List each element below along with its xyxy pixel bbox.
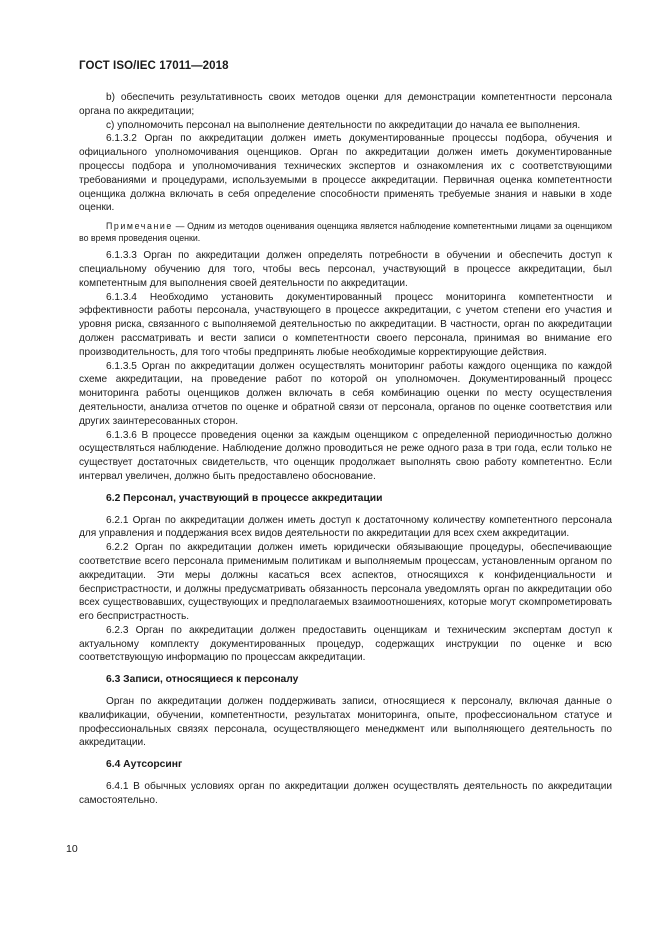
page-number: 10 <box>66 843 78 855</box>
note-text: — Одним из методов оценивания оценщика является наблюдение компетентными лицами за оценщиком во время проведения оценки. <box>79 221 612 244</box>
paragraph-c: c) уполномочить персонал на выполнение деятельности по аккредитации до начала ее выполнения. <box>106 119 581 131</box>
paragraph-6-3: Орган по аккредитации должен поддерживать записи, относящиеся к персоналу, включая данные о квалификации, обучении, компетентности, результатах мониторинга, опыте, профессиональном статусе и профессиональных связях персонала, осуществляющего менеджмент или выполняющего деятельность по аккредитации. <box>79 696 612 749</box>
paragraph-6-1-3-5: 6.1.3.5 Орган по аккредитации должен осуществлять мониторинг работы каждого оценщика по каждой схеме аккредитации, на проведение работ по которой он уполномочен. Документированный процесс мониторинга работы оценщиков должен включать в себя комбинацию оценки по месту осуществления деятельности, анализа отчетов по оценке и обратной связи от персонала, органов по оценке соответствия или других заинтересованных сторон. <box>79 360 612 427</box>
paragraph-6-1-3-2: 6.1.3.2 Орган по аккредитации должен иметь документированные процессы подбора, обучения и официального уполномочивания оценщиков. Орган по аккредитации должен иметь документированные процессы подбора и уполномочивания технических экспертов и ознакомления их с соответствующими требованиями и процедурами, используемыми в процессе аккредитации. Первичная оценка компетентности оценщика должна включать в себя определение способности применять требуемые знания и навыки в ходе оценки. <box>79 133 612 214</box>
section-heading-6-3: 6.3 Записи, относящиеся к персоналу <box>106 674 299 686</box>
note-label: Примечание <box>106 221 173 232</box>
paragraph-6-2-1: 6.2.1 Орган по аккредитации должен иметь доступ к достаточному количеству компетентного персонала для управления и поддержания всех видов деятельности по аккредитации для всех схем аккредитации. <box>79 514 612 540</box>
document-body <box>79 91 612 808</box>
paragraph-6-4-1: 6.4.1 В обычных условиях орган по аккредитации должен осуществлять деятельность по аккредитации самостоятельно. <box>79 781 612 806</box>
note <box>79 220 612 244</box>
paragraph-6-1-3-6: 6.1.3.6 В процессе проведения оценки за каждым оценщиком с определенной периодичностью должно осуществляться наблюдение. Наблюдение должно проводиться не реже одного раза в три года, если только не существует достаточных свидетельств, что оценщик продолжает выполнять свою работу компетентно. Если интервал увеличен, должно быть предоставлено обоснование. <box>79 429 612 482</box>
document-header: ГОСТ ISO/IEC 17011—2018 <box>79 60 229 72</box>
paragraph-6-2-2: 6.2.2 Орган по аккредитации должен иметь юридически обязывающие процедуры, обеспечивающие соответствие всего персонала применимым политикам и выполняемым процессам, установленным органом по аккредитации. Эти меры должны касаться всех аспектов, относящихся к конфиденциальности и беспристрастности, и должны предусматривать обязанность персонала уведомлять орган по аккредитации обо всех существовавших, существующих и предполагаемых взаимоотношениях, которые могут скомпрометировать его беспристрастность. <box>79 542 612 623</box>
paragraph-6-1-3-4: 6.1.3.4 Необходимо установить документированный процесс мониторинга компетентности и эффективности работы персонала, участвующего в процессе аккредитации, с учетом степени его участия и уровня риска, связанного с выполняемой деятельностью по аккредитации. В частности, орган по аккредитации должен рассматривать и вести записи о компетентности своего персонала, принимая во внимание его производительность, для того чтобы предпринять любые необходимые корректирующие действия. <box>79 291 612 358</box>
paragraph-6-2-3: 6.2.3 Орган по аккредитации должен предоставить оценщикам и техническим экспертам доступ к актуальному комплекту документированных процедур, содержащих инструкции по оценке и всю соответствующую информацию по процессам аккредитации. <box>79 624 612 664</box>
section-heading-6-4: 6.4 Аутсорсинг <box>106 759 183 771</box>
section-heading-6-2: 6.2 Персонал, участвующий в процессе аккредитации <box>106 492 383 504</box>
paragraph-b: b) обеспечить результативность своих методов оценки для демонстрации компетентности персонала органа по аккредитации; <box>79 92 612 117</box>
paragraph-6-1-3-3: 6.1.3.3 Орган по аккредитации должен определять потребности в обучении и обеспечить доступ к специальному обучению для того, чтобы весь персонал, участвующий в процессе аккредитации, был компетентным для выполнения своей деятельности по аккредитации. <box>79 250 612 289</box>
